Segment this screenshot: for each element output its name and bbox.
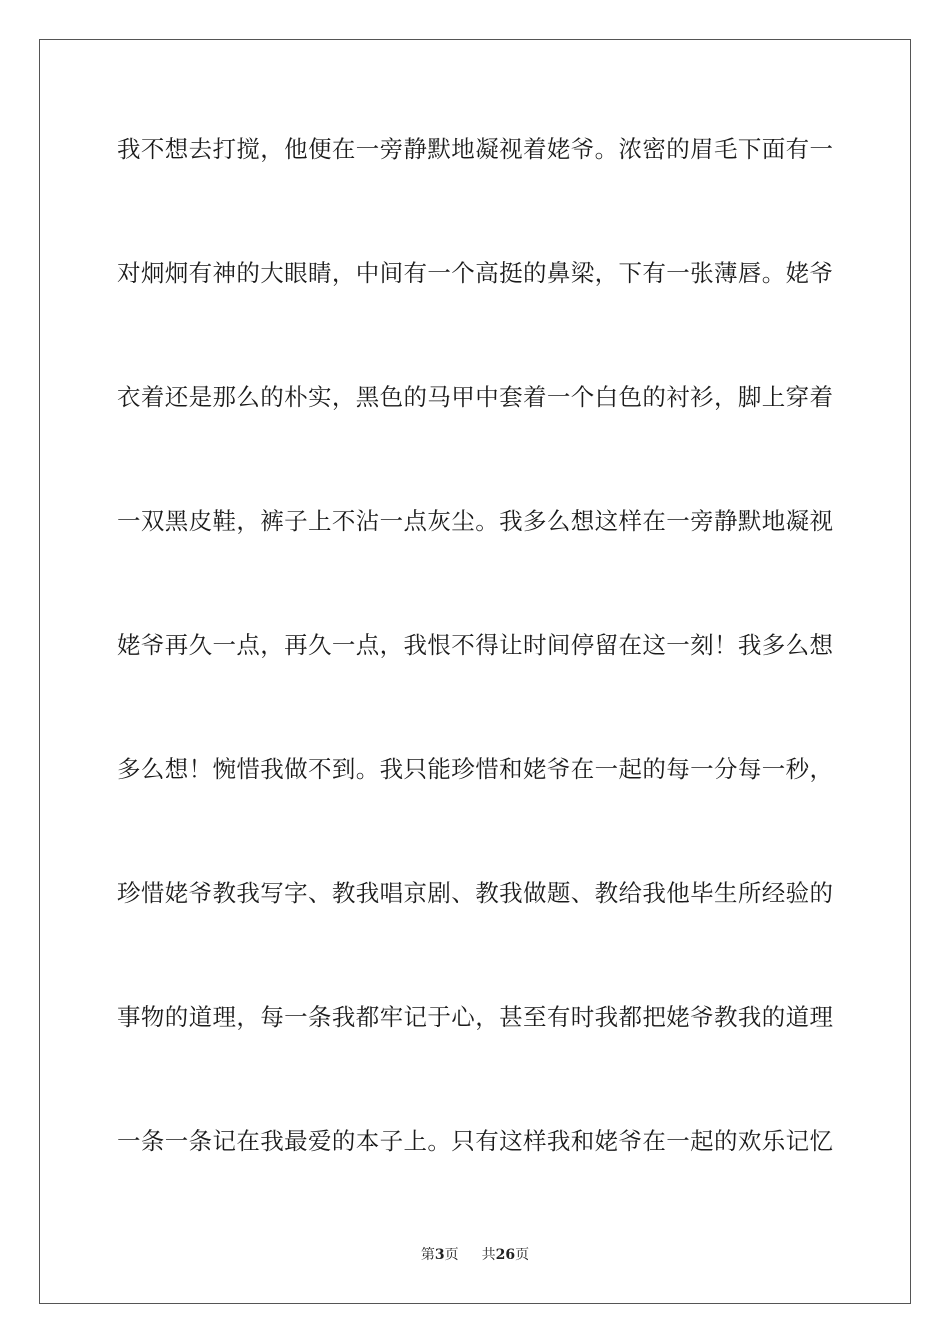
page-suffix: 页 [444, 1247, 459, 1263]
text-line: 一条一条记在我最爱的本子上。只有这样我和姥爷在一起的欢乐记忆 [117, 1127, 833, 1155]
total-page-count: 26 [495, 1247, 516, 1263]
total-pages-indicator [482, 1245, 529, 1265]
text-line: 事物的道理，每一条我都牢记于心，甚至有时我都把姥爷教我的道理 [117, 1003, 833, 1031]
page-number-indicator [421, 1245, 459, 1265]
page-footer [0, 1245, 950, 1265]
text-line: 我不想去打搅，他便在一旁静默地凝视着姥爷。浓密的眉毛下面有一 [117, 135, 833, 163]
text-line: 珍惜姥爷教我写字、教我唱京剧、教我做题、教给我他毕生所经验的 [117, 879, 833, 907]
text-line: 姥爷再久一点，再久一点，我恨不得让时间停留在这一刻！我多么想 [117, 631, 833, 659]
total-suffix: 页 [515, 1247, 530, 1263]
text-line: 多么想！惋惜我做不到。我只能珍惜和姥爷在一起的每一分每一秒， [117, 755, 833, 783]
page-border [39, 39, 911, 1304]
page-prefix: 第 [420, 1247, 435, 1263]
total-prefix: 共 [481, 1247, 496, 1263]
current-page-number: 3 [434, 1247, 445, 1263]
text-line: 衣着还是那么的朴实，黑色的马甲中套着一个白色的衬衫，脚上穿着 [117, 383, 833, 411]
text-line: 对炯炯有神的大眼睛，中间有一个高挺的鼻梁，下有一张薄唇。姥爷 [117, 259, 833, 287]
text-line: 一双黑皮鞋，裤子上不沾一点灰尘。我多么想这样在一旁静默地凝视 [117, 507, 833, 535]
